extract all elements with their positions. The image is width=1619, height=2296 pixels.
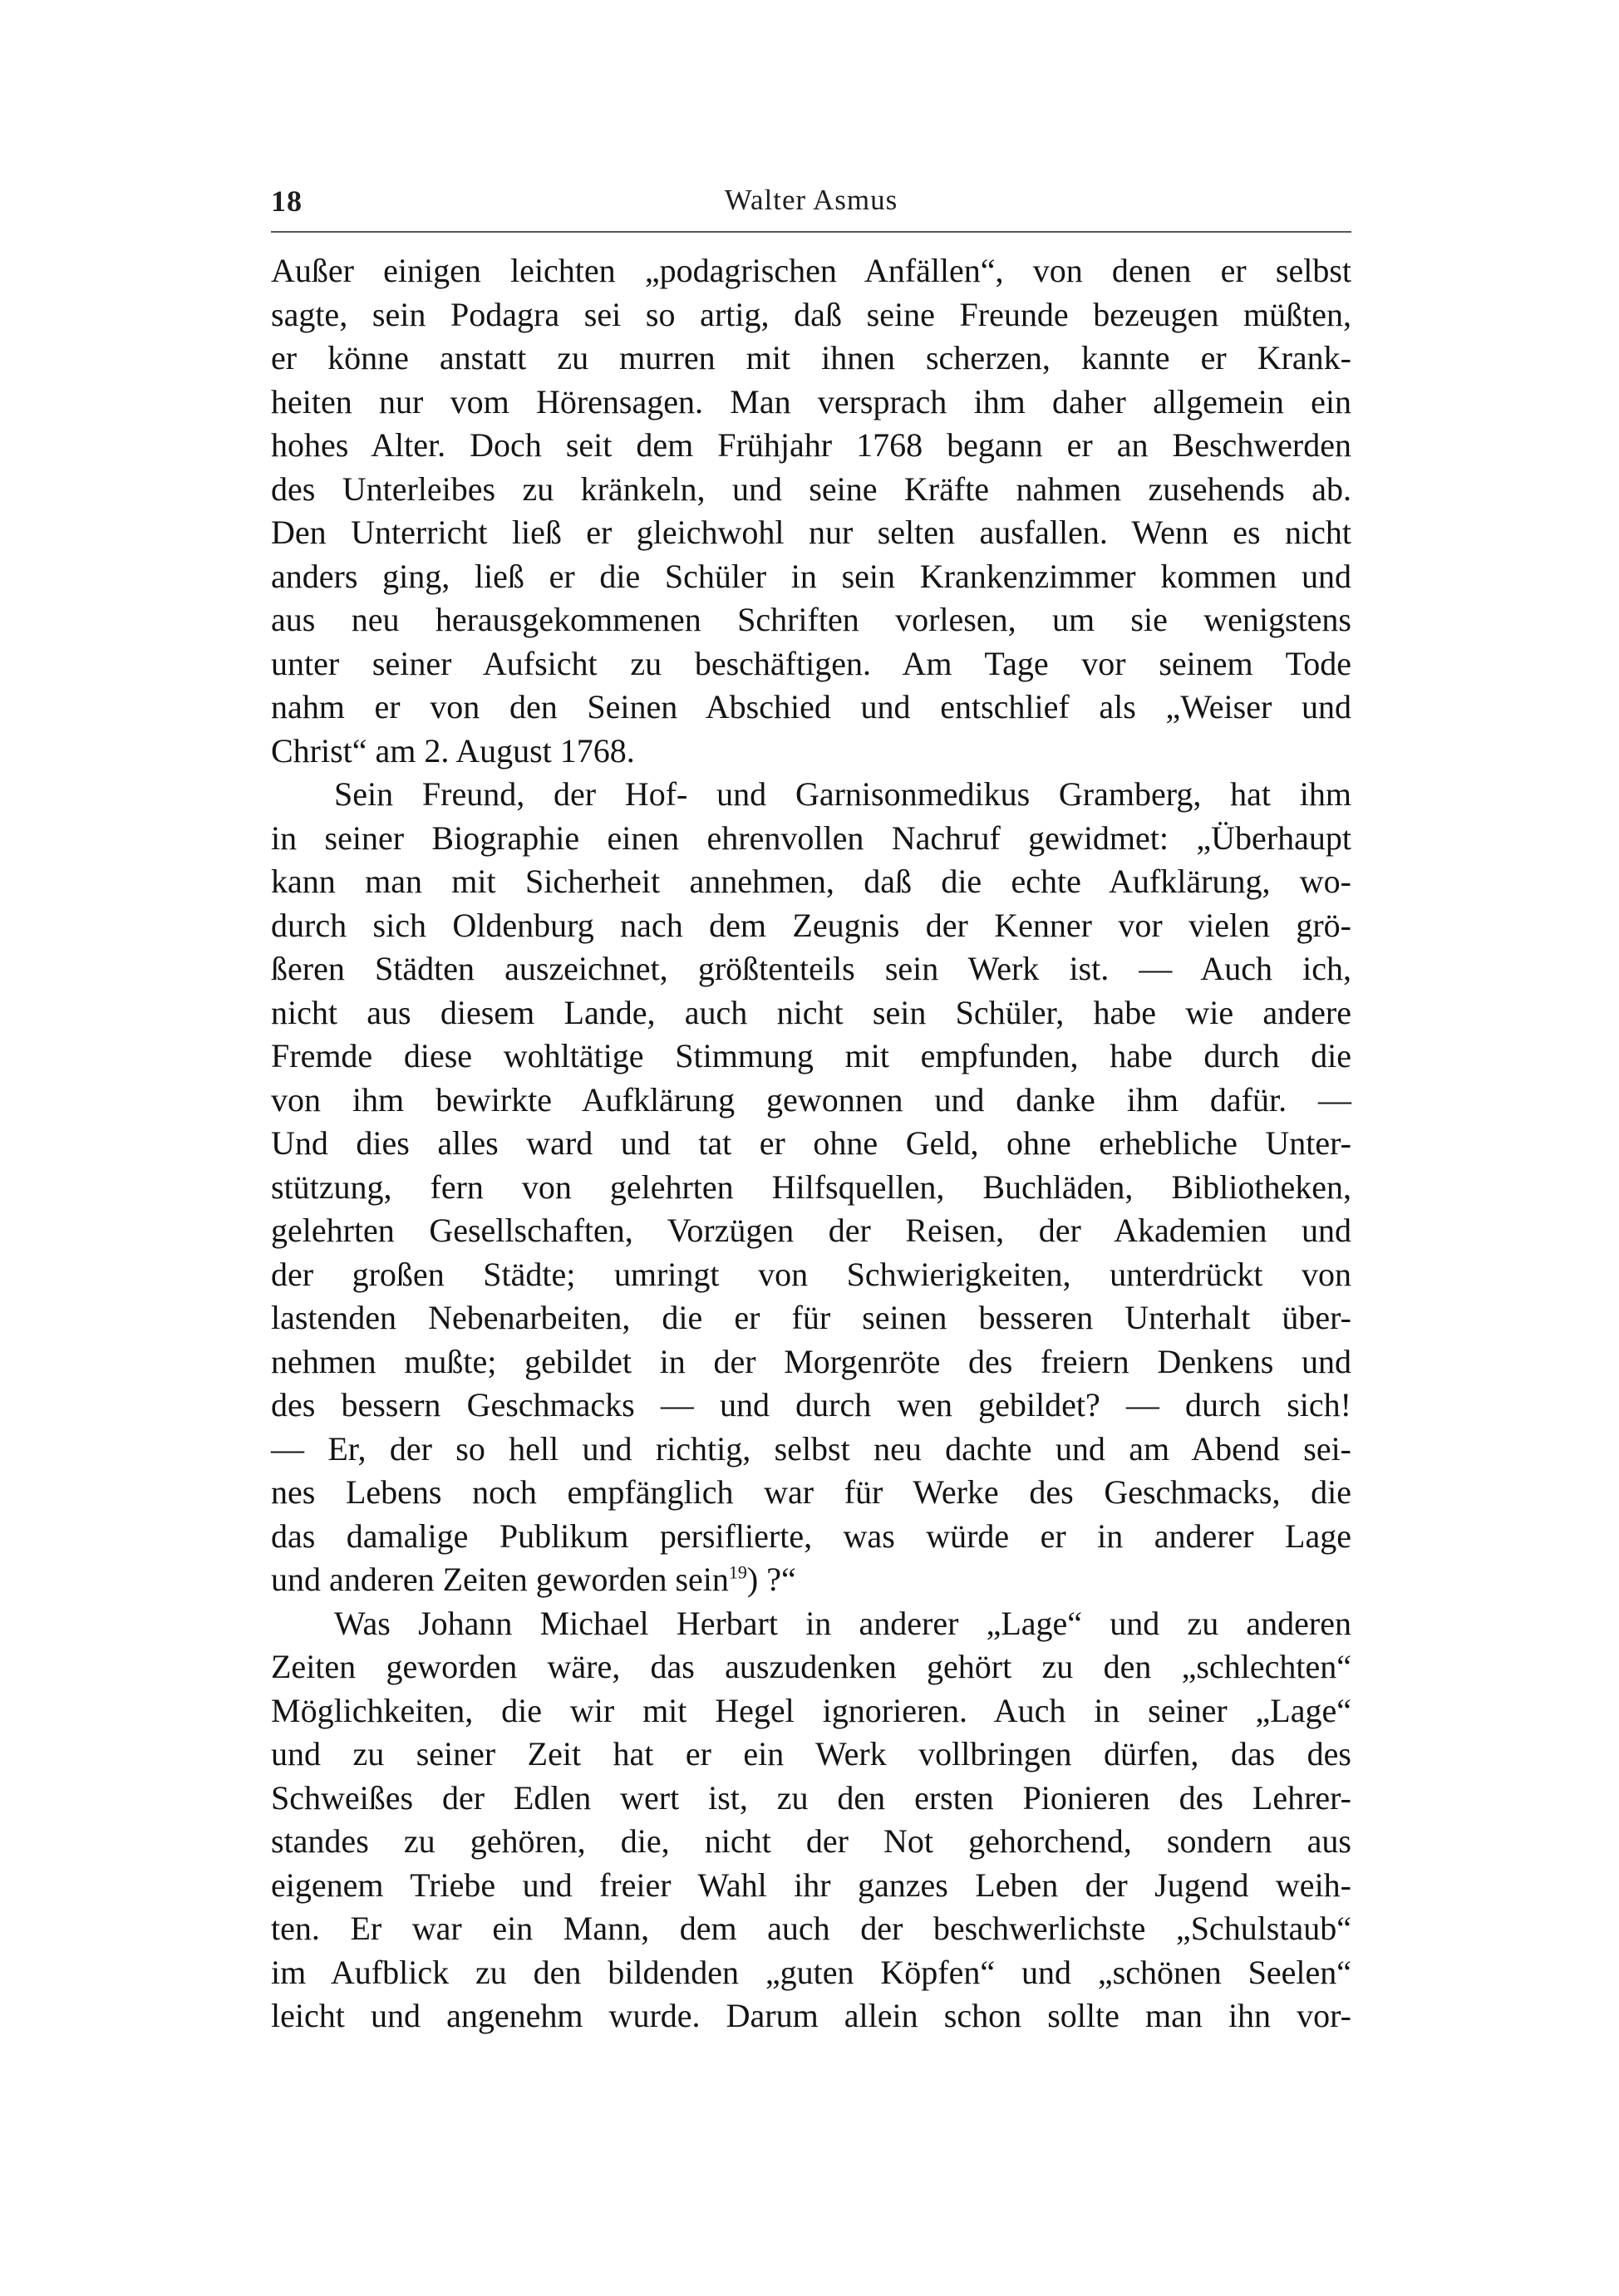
running-title: Walter Asmus [724, 184, 898, 216]
text-line: Und dies alles ward und tat er ohne Geld, ohne erhebliche Unter- [271, 1124, 1351, 1162]
text-line: Was Johann Michael Herbart in anderer „Lage“ und zu anderen [334, 1604, 1351, 1642]
paragraph-3 [271, 1602, 1351, 2038]
text-line: stützung, fern von gelehrten Hilfsquellen, Buchläden, Bibliotheken, [271, 1168, 1351, 1206]
paragraph-2 [271, 773, 1351, 1602]
text-line: aus neu herausgekommenen Schriften vorlesen, um sie wenigstens [271, 601, 1351, 638]
text-line: unter seiner Aufsicht zu beschäftigen. Am Tage vor seinem Tode [271, 644, 1351, 682]
text-line: Schweißes der Edlen wert ist, zu den ersten Pionieren des Lehrer- [271, 1778, 1351, 1817]
closing-line-tail: ) ?“ [746, 1561, 796, 1598]
text-line: im Aufblick zu den bildenden „guten Köpfen“ und „schönen Seelen“ [271, 1953, 1351, 1991]
text-line: nicht aus diesem Lande, auch nicht sein Schüler, habe wie andere [271, 993, 1351, 1031]
text-line: lastenden Nebenarbeiten, die er für seinen besseren Unterhalt über- [271, 1299, 1351, 1336]
text-line: Zeiten geworden wäre, das auszudenken gehört zu den „schlechten“ [271, 1648, 1351, 1685]
header-rule [271, 231, 1351, 233]
text-line: von ihm bewirkte Aufklärung gewonnen und danke ihm dafür. — [271, 1080, 1351, 1119]
text-line: Fremde diese wohltätige Stimmung mit empfunden, habe durch die [271, 1037, 1351, 1074]
paragraph-1 [271, 249, 1351, 773]
text-line: leicht und angenehm wurde. Darum allein schon sollte man ihn vor- [271, 1997, 1351, 2034]
text-line: nahm er von den Seinen Abschied und entschlief als „Weiser und [271, 688, 1351, 725]
text-line: — Er, der so hell und richtig, selbst neu dachte und am Abend sei- [271, 1429, 1351, 1468]
text-line: des Unterleibes zu kränkeln, und seine Kräfte nahmen zusehends ab. [271, 470, 1351, 508]
footnote-marker: 19 [728, 1561, 747, 1583]
text-line: des bessern Geschmacks — und durch wen gebildet? — durch sich! [271, 1386, 1351, 1423]
text-line: und zu seiner Zeit hat er ein Werk vollbringen dürfen, das des [271, 1735, 1351, 1772]
closing-line-text: und anderen Zeiten geworden sein [271, 1561, 729, 1598]
text-line: Außer einigen leichten „podagrischen Anfällen“, von denen er selbst [271, 252, 1351, 289]
running-head [271, 179, 1351, 229]
text-line: Christ“ am 2. August 1768. [271, 731, 635, 769]
body-text [271, 249, 1351, 2038]
text-line: hohes Alter. Doch seit dem Frühjahr 1768 begann er an Beschwerden [271, 426, 1351, 464]
text-line: das damalige Publikum persiflierte, was würde er in anderer Lage [271, 1517, 1351, 1555]
text-line: durch sich Oldenburg nach dem Zeugnis der Kenner vor vielen grö- [271, 906, 1351, 944]
text-line: nes Lebens noch empfänglich war für Werke des Geschmacks, die [271, 1473, 1351, 1511]
page-number: 18 [271, 184, 303, 218]
text-line: Den Unterricht ließ er gleichwohl nur selten ausfallen. Wenn es nicht [271, 514, 1351, 551]
text-line: er könne anstatt zu murren mit ihnen scherzen, kannte er Krank- [271, 339, 1351, 376]
text-line: kann man mit Sicherheit annehmen, daß die echte Aufklärung, wo- [271, 863, 1351, 900]
text-line: ßeren Städten auszeichnet, größtenteils sein Werk ist. — Auch ich, [271, 950, 1351, 987]
text-line: gelehrten Gesellschaften, Vorzügen der Reisen, der Akademien und [271, 1212, 1351, 1249]
text-line: in seiner Biographie einen ehrenvollen Nachruf gewidmet: „Überhaupt [271, 819, 1351, 857]
text-line: standes zu gehören, die, nicht der Not gehorchend, sondern aus [271, 1822, 1351, 1860]
text-line-with-footnote [271, 1558, 1351, 1602]
text-line: anders ging, ließ er die Schüler in sein Krankenzimmer kommen und [271, 557, 1351, 595]
text-line: nehmen mußte; gebildet in der Morgenröte des freiern Denkens und [271, 1342, 1351, 1380]
text-line: ten. Er war ein Mann, dem auch der beschwerlichste „Schulstaub“ [271, 1910, 1351, 1947]
text-line: sagte, sein Podagra sei so artig, daß seine Freunde bezeugen müßten, [271, 295, 1351, 333]
text-line: Möglichkeiten, die wir mit Hegel ignorieren. Auch in seiner „Lage“ [271, 1691, 1351, 1729]
text-line: Sein Freund, der Hof- und Garnisonmedikus Gramberg, hat ihm [334, 775, 1351, 813]
text-line: eigenem Triebe und freier Wahl ihr ganzes Leben der Jugend weih- [271, 1866, 1351, 1904]
text-line: der großen Städte; umringt von Schwierigkeiten, unterdrückt von [271, 1255, 1351, 1293]
text-line: heiten nur vom Hörensagen. Man versprach ihm daher allgemein ein [271, 382, 1351, 420]
